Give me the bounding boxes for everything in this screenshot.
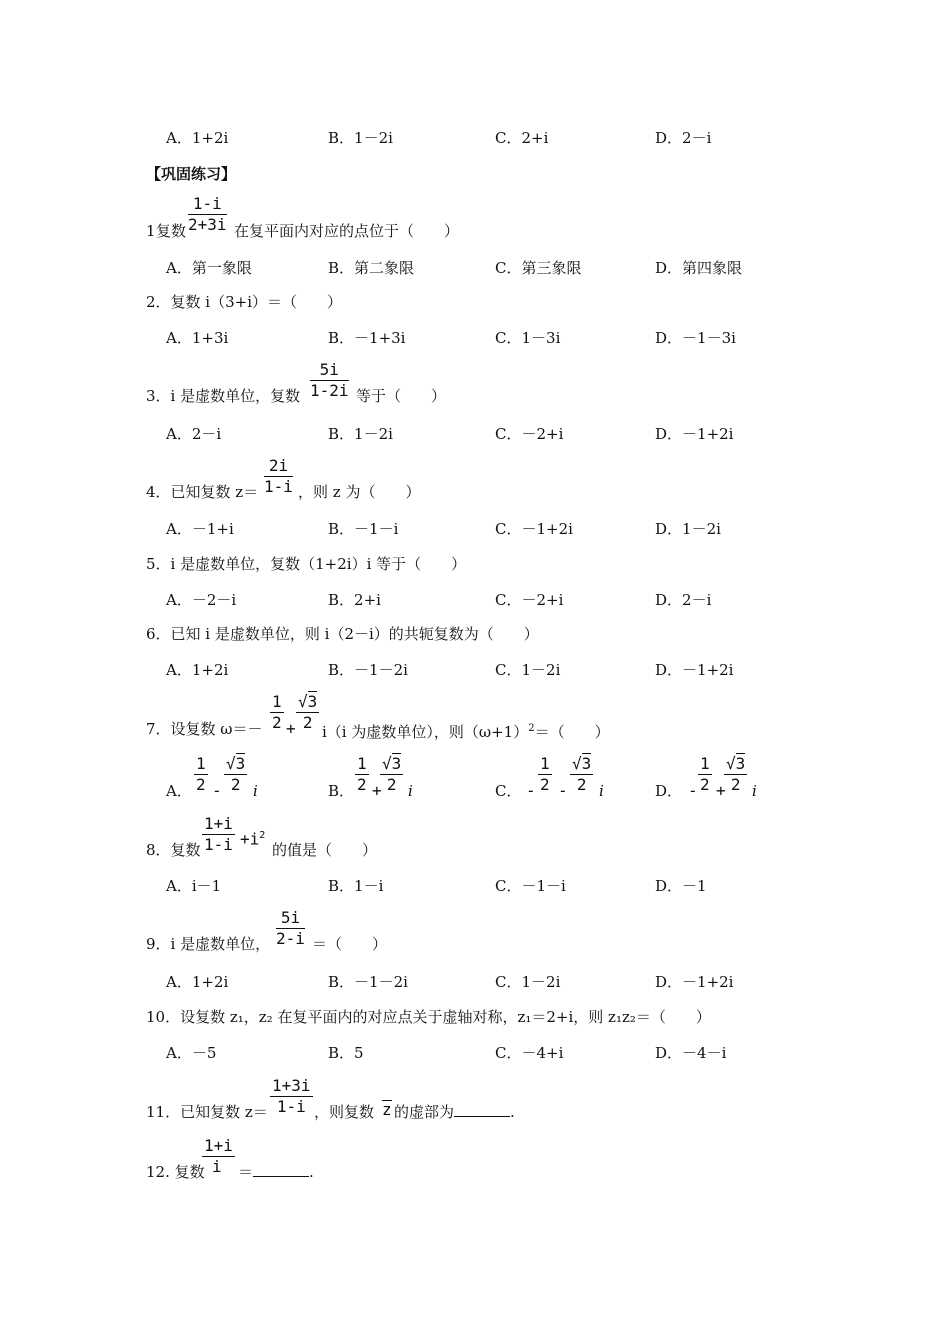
q7-suffix: i（i 为虚数单位），则$(\omega+1)^2=$（ ）	[322, 723, 610, 741]
q8-option-d: D．－1	[655, 877, 707, 895]
q4-prefix: 4．已知复数 z＝	[146, 483, 259, 501]
top-option-a: A．1+2i	[166, 129, 229, 147]
q1-frac-den: 2+3i	[188, 215, 227, 234]
q2-text: 2．复数 i（3+i）＝（ ）	[146, 293, 343, 311]
q2-option-b: B．－1+3i	[328, 329, 406, 347]
q10-option-d: D．－4－i	[655, 1044, 727, 1062]
q6-option-b: B．－1－2i	[328, 661, 408, 679]
q9-option-d: D．－1+2i	[655, 973, 734, 991]
document-page: A．1+2i B．1－2i C．2+i D．2－i 【巩固练习】 1 复数 $\frac{1-i}{2+3i}$ 在复平面内对应的点位于（ ） A．第一象限 B．第二象限 C．第三象限 D．第四象限 2．复数 i（3+i）＝（ ） A．1+3i B．－1+3i C．1－3i D．－1－3i 3．i 是虚数单位，复数 $\frac{5i}{1-2i}$ 等于（ ） A．2－i B．1－2i C．－2+i D．－1+2i 4．已知复数 z＝ $\frac{2i}{1-i}$ ，则 z 为（ ） A．－1+i B．－1－i C．－1+2i D．1－2i 5．i 是虚数单位，复数（1+2i）i 等于（ ） A．－2－i B．2+i C．－2+i D．2－i 6．已知 i 是虚数单位，则 i（2－i）的共轭复数为（ ） A．1+2i B．－1－2i C．1－2i D．－1+2i 7．设复数 ω＝－ $\frac{1}{2}$ + $\frac{√3}{2}$ i（i 为虚数单位），则$(\omega+1)^2=$（ ） A． $\frac{1}{2}$ - $\frac{√3}{2}$ i B． $\frac{1}{2}$ + $\frac{√3}{2}$ i C． - $\frac{1}{2}$ - $\frac{√3}{2}$ i D． - $\frac{1}{2}$ + $\frac{√3}{2}$ i 8．复数 $\frac{1+i}{1-i}$ $+i^2$ 的值是（ ） A．i－1 B．1－i C．－1－i D．－1 9．i 是虚数单位， $\frac{5i}{2-i}$ ＝（ ） A．1+2i B．－1－2i C．1－2i D．－1+2i 10．设复数 z₁，z₂ 在复平面内的对应点关于虚轴对称，z₁＝2+i，则 z₁z₂＝（ ） A．－5 B．5 C．－4+i D．－4－i 11．已知复数 z＝ $\frac{1+3i}{1-i}$ ，则复数 z 的虚部为 . 12. 复数 $\frac{1+i}{i}$ ＝ .	[146, 129, 757, 1181]
q4-option-d: D．1－2i	[655, 520, 721, 538]
q10-option-a: A．－5	[166, 1044, 217, 1062]
q5-option-c: C．－2+i	[495, 591, 564, 609]
q3-option-a: A．2－i	[166, 425, 222, 443]
q3-suffix: 等于（ ）	[356, 387, 447, 405]
q8-prefix: 8．复数	[146, 841, 201, 859]
q9-suffix: ＝（ ）	[312, 935, 388, 953]
top-option-c: C．2+i	[495, 129, 549, 147]
top-option-b: B．1－2i	[328, 129, 393, 147]
q9-option-b: B．－1－2i	[328, 973, 408, 991]
q2-option-d: D．－1－3i	[655, 329, 736, 347]
q11-mid: ，则复数	[314, 1103, 375, 1121]
q11-answer-blank[interactable]	[454, 1102, 510, 1117]
q4-option-b: B．－1－i	[328, 520, 399, 538]
q1-number: 1	[146, 222, 156, 240]
section-title: 【巩固练习】	[146, 165, 237, 183]
q11-fraction: $\frac{1+3i}{1-i}$	[272, 1076, 311, 1116]
q7-a-half: $\frac{1}{2}$	[196, 754, 206, 794]
q12-answer-blank[interactable]	[253, 1162, 309, 1177]
q5-option-b: B．2+i	[328, 591, 381, 609]
q9-option-a: A．1+2i	[166, 973, 229, 991]
q10-option-c: C．－4+i	[495, 1044, 564, 1062]
q7-prefix: 7．设复数 ω＝－	[146, 720, 263, 738]
q1-suffix: 在复平面内对应的点位于（ ）	[234, 222, 460, 240]
q4-suffix: ，则 z 为（ ）	[298, 483, 421, 501]
q12-suffix: ＝ .	[238, 1163, 314, 1181]
q2-option-a: A．1+3i	[166, 329, 229, 347]
q8-suffix: 的值是（ ）	[272, 841, 378, 859]
q7-option-a: A．	[166, 782, 192, 800]
q4-option-a: A．－1+i	[166, 520, 234, 538]
sqrt-icon: √3	[298, 692, 318, 711]
q1-option-a: A．第一象限	[166, 259, 252, 277]
q6-option-a: A．1+2i	[166, 661, 229, 679]
q7-c-half: $\frac{1}{2}$	[540, 754, 550, 794]
q9-option-c: C．1－2i	[495, 973, 561, 991]
q3-fraction	[310, 360, 349, 401]
q2-option-c: C．1－3i	[495, 329, 561, 347]
q7-b-sqrt3: $\frac{√3}{2}$	[382, 754, 402, 794]
q12-fraction: $\frac{1+i}{i}$	[204, 1136, 233, 1176]
top-option-d: D．2－i	[655, 129, 712, 147]
q3-option-b: B．1－2i	[328, 425, 393, 443]
q8-fraction: $\frac{1+i}{1-i}$	[204, 814, 233, 854]
q5-option-a: A．－2－i	[166, 591, 237, 609]
q5-option-d: D．2－i	[655, 591, 712, 609]
q5-text: 5．i 是虚数单位，复数（1+2i）i 等于（ ）	[146, 555, 467, 573]
q7-d-sqrt3: $\frac{√3}{2}$	[726, 754, 746, 794]
q4-option-c: C．－1+2i	[495, 520, 573, 538]
q8-plus-i2: $+i^2$	[240, 829, 266, 849]
q7-option-d: D．	[655, 782, 683, 800]
q9-fraction: $\frac{5i}{2-i}$	[276, 908, 305, 948]
q6-option-c: C．1－2i	[495, 661, 561, 679]
q1-option-d: D．第四象限	[655, 259, 743, 277]
q8-option-b: B．1－i	[328, 877, 384, 895]
q7-c-sqrt3: $\frac{√3}{2}$	[572, 754, 592, 794]
q4-frac-den: 1-i	[264, 477, 293, 496]
q11-prefix: 11．已知复数 z＝	[146, 1103, 268, 1121]
q7-a-sqrt3: $\frac{√3}{2}$	[226, 754, 246, 794]
q1-option-c: C．第三象限	[495, 259, 582, 277]
q4-frac-num: 2i	[264, 456, 293, 477]
q3-prefix: 3．i 是虚数单位，复数	[146, 387, 301, 405]
q10-text: 10．设复数 z₁，z₂ 在复平面内的对应点关于虚轴对称，z₁＝2+i，则 z₁z₂＝（ ）	[146, 1008, 711, 1026]
q3-frac-den: 1-2i	[310, 381, 349, 400]
q8-option-c: C．－1－i	[495, 877, 566, 895]
q1-fraction	[188, 194, 227, 235]
q8-option-a: A．i－1	[166, 877, 222, 895]
q7-plus: +	[286, 719, 296, 738]
q1-prefix: 复数	[156, 222, 187, 240]
q3-option-c: C．－2+i	[495, 425, 564, 443]
q10-option-b: B．5	[328, 1044, 364, 1062]
q6-option-d: D．－1+2i	[655, 661, 734, 679]
q7-frac-half: $\frac{1}{2}$	[272, 692, 282, 732]
q7-option-c: C．	[495, 782, 522, 800]
q7-b-half: $\frac{1}{2}$	[357, 754, 367, 794]
q12-prefix: 12. 复数	[146, 1163, 205, 1181]
q1-frac-num: 1-i	[188, 194, 227, 215]
q4-fraction	[264, 456, 293, 497]
q7-option-b: B．	[328, 782, 355, 800]
q7-d-half: $\frac{1}{2}$	[700, 754, 710, 794]
q11-suffix: 的虚部为 .	[394, 1103, 515, 1121]
q6-text: 6．已知 i 是虚数单位，则 i（2－i）的共轭复数为（ ）	[146, 625, 539, 643]
q9-prefix: 9．i 是虚数单位，	[146, 935, 271, 953]
q1-option-b: B．第二象限	[328, 259, 415, 277]
q3-frac-num: 5i	[310, 360, 349, 381]
q3-option-d: D．－1+2i	[655, 425, 734, 443]
q7-frac-sqrt3: $\frac{√3}{2}$	[298, 692, 318, 732]
q11-zbar: z	[382, 1100, 392, 1119]
